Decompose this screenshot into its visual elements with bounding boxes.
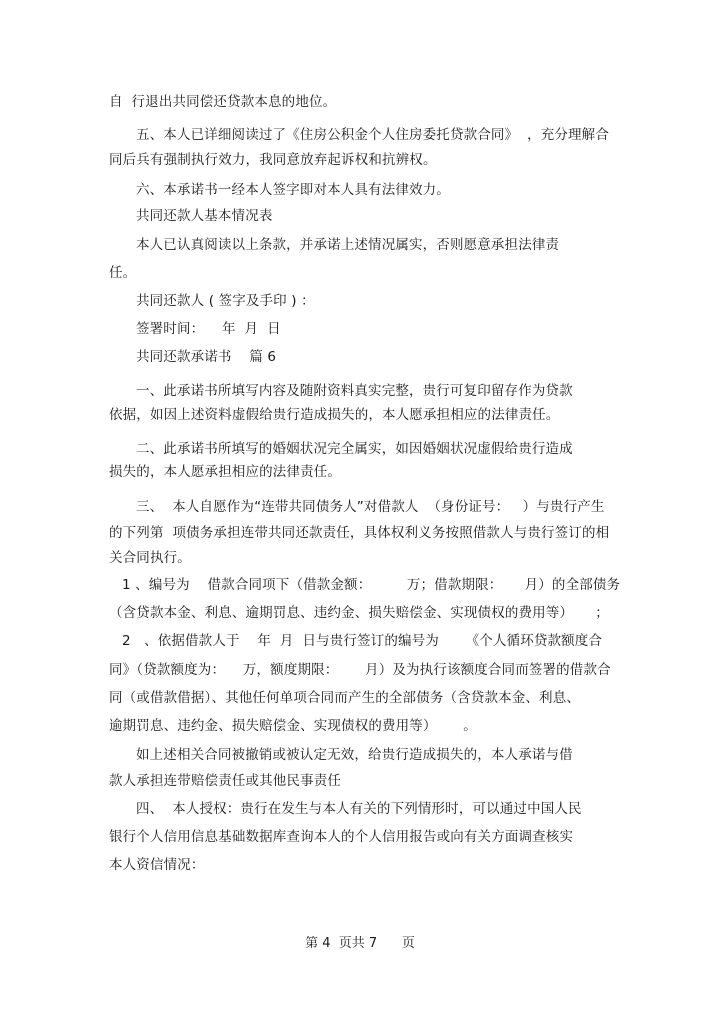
text-line: 银行个人信用信息基础数据库查询本人的个人信用报告或向有关方面调查核实 xyxy=(109,829,574,845)
text-line: 六、本承诺书一经本人签字即对本人具有法律效力。 xyxy=(136,182,450,198)
text-line: 三、 本人自愿作为“连带共同债务人”对借款人 （身份证号： ）与贵行产生 xyxy=(136,499,605,515)
text-line: 逾期罚息、违约金、损失赔偿金、实现债权的费用等） 。 xyxy=(109,718,477,734)
text-line: 任。 xyxy=(109,265,137,281)
text-line: 同后兵有强制执行效力，我同意放弃起诉权和抗辨权。 xyxy=(109,152,437,168)
text-line: 损失的，本人愿承担相应的法律责任。 xyxy=(109,464,342,480)
text-line: 签署时间： 年 月 日 xyxy=(136,321,281,337)
text-line: 自 行退出共同偿还贷款本息的地位。 xyxy=(109,94,337,110)
text-line: 1 、编号为 借款合同项下（借款金额： 万；借款期限： 月）的全部债务 xyxy=(122,577,621,593)
section-heading: 共同还款承诺书 篇 6 xyxy=(136,349,277,365)
page-footer: 第 4 页共 7 页 xyxy=(305,936,415,951)
text-line: 关合同执行。 xyxy=(109,550,191,566)
text-line: 五、本人已详细阅读过了《住房公积金个人住房委托贷款合同》 ，充分理解合 xyxy=(136,127,609,143)
text-line: 本人资信情况： xyxy=(109,857,205,873)
text-line: 共同还款人基本情况表 xyxy=(136,208,273,224)
text-line: 共同还款人 ( 签字及手印 ) ： xyxy=(136,293,315,309)
text-line: 二、此承诺书所填写的婚姻状况完全属实，如因婚姻状况虚假给贵行造成 xyxy=(136,441,573,457)
text-line: 四、 本人授权：贵行在发生与本人有关的下列情形时，可以通过中国人民 xyxy=(136,801,582,817)
text-line: 同》（贷款额度为： 万，额度期限： 月）及为执行该额度合同而签署的借款合 xyxy=(109,662,611,678)
text-line: 一、此承诺书所填写内容及随附资料真实完整，贵行可复印留存作为贷款 xyxy=(136,383,573,399)
text-line: 同（或借款借据）、其他任何单项合同而产生的全部债务（含贷款本金、利息、 xyxy=(109,690,580,706)
text-line: （含贷款本金、利息、逾期罚息、违约金、损失赔偿金、实现债权的费用等） ； xyxy=(109,605,609,621)
text-line: 2 、依据借款人于 年 月 日与贵行签订的编号为 《个人循环贷款额度合 xyxy=(122,633,603,649)
text-line: 如上述相关合同被撤销或被认定无效，给贵行造成损失的，本人承诺与借 xyxy=(136,747,573,763)
text-line: 本人已认真阅读以上条款，并承诺上述情况属实，否则愿意承担法律责 xyxy=(136,237,560,253)
text-line: 的下列第 项债务承担连带共同还款责任，具体权利义务按照借款人与贵行签订的相 xyxy=(109,525,610,541)
text-line: 款人承担连带赔偿责任或其他民事责任 xyxy=(109,773,342,789)
text-line: 依据，如因上述资料虚假给贵行造成损失的，本人愿承担相应的法律责任。 xyxy=(109,407,560,423)
